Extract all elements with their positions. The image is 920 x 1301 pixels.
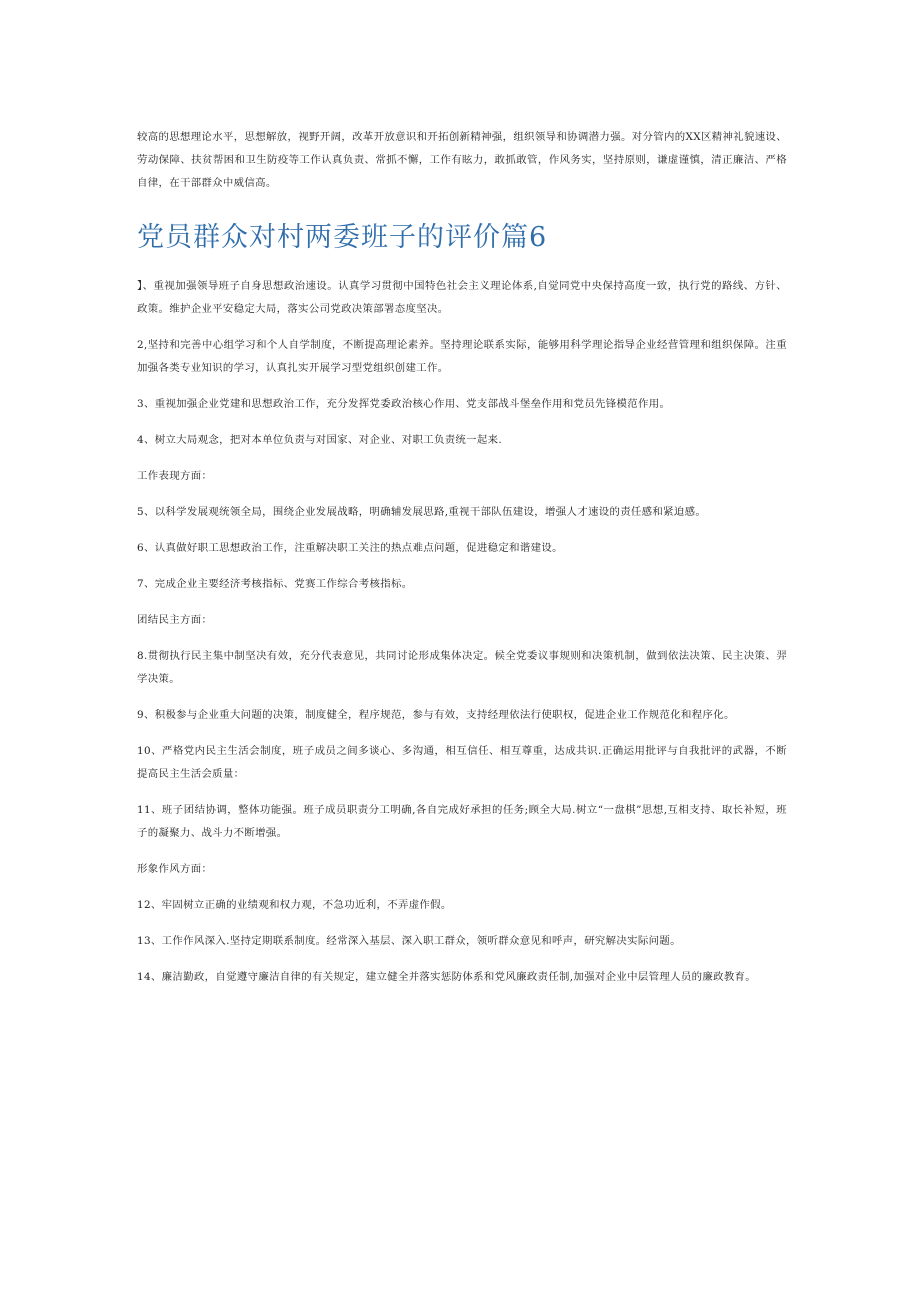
section-heading: 党员群众对村两委班子的评价篇6 bbox=[137, 222, 548, 253]
paragraph-item-5: 5、以科学发展观统领全局，围绕企业发展战略，明确辅发展思路,重视干部队伍建设，增强人才速设的责任感和紧迫感。 bbox=[137, 506, 707, 518]
paragraph-item-4: 4、树立大局观念，把对本单位负责与对国家、对企业、对职工负责统一起来. bbox=[137, 434, 503, 446]
document-body bbox=[137, 126, 787, 1002]
paragraph-item-3: 3、重视加强企业党建和思想政治工作，充分发挥党委政治核心作用、党支部战斗堡垒作用和党员先锋模范作用。 bbox=[137, 398, 671, 410]
paragraph-item-11: 11、班子团结协调，整体功能强。班子成员职责分工明确,各自完成好承担的任务;顾全大局.树立“一盘棋”思想,互相支持、取长补短，班子的凝聚力、战斗力不断增强。 bbox=[137, 804, 787, 839]
paragraph-item-12: 12、牢固树立正确的业绩观和权力观，不急功近利，不弄虚作假。 bbox=[137, 899, 452, 911]
subheading-image-style: 形象作风方面： bbox=[137, 863, 213, 875]
paragraph-item-6: 6、认真做好职工思想政治工作，注重解决职工关注的热点难点问题，促进稳定和谐建设。 bbox=[137, 542, 563, 554]
subheading-unity-democracy: 团结民主方面： bbox=[137, 614, 213, 626]
paragraph-item-14: 14、廉洁勤政，自觉遵守廉洁自律的有关规定，建立健全并落实惩防体系和党风廉政责任制,加强对企业中层管理人员的廉政教育。 bbox=[137, 971, 757, 983]
paragraph-item-10: 10、严格党内民主生活会制度，班子成员之间多谈心、多沟通，相互信任、相互尊重，达成共识.正确运用批评与自我批评的武器，不断提高民主生活会质量： bbox=[137, 745, 787, 780]
paragraph-item-1: 】、重视加强领导班子自身思想政治速设。认真学习贯彻中国特色社会主义理论体系,自觉同党中央保持高度一致，执行党的路线、方针、政策。维护企业平安稳定大局，落实公司党政决策部署态度坚决。 bbox=[137, 280, 787, 315]
paragraph-item-9: 9、积极参与企业重大问题的决策，制度健全，程序规范，参与有效，支持经理依法行使职权，促进企业工作规范化和程序化。 bbox=[137, 709, 735, 721]
paragraph-item-13: 13、工作作风深入.坚持定期联系制度。经常深入基层、深入职工群众，领听群众意见和呼声，研究解决实际问题。 bbox=[137, 935, 681, 947]
intro-paragraph: 较高的思想理论水平，思想解放，视野开阔，改革开放意识和开拓创新精神强，组织领导和协调潜力强。对分管内的XX区精神礼貌速设、劳动保障、扶贫帮困和卫生防疫等工作认真负责、常抓不懈，工作有眩力，敢抓敢管，作风务实，坚持原则，谦虚谨慎，清正廉洁、严格自律，在干部群众中威信高。 bbox=[137, 131, 787, 189]
subheading-work-performance: 工作表现方面： bbox=[137, 470, 213, 482]
paragraph-item-2: 2,坚持和完善中心组学习和个人自学制度，不断提高理论素养。坚持理论联系实际，能够用科学理论指导企业经营管理和组织保障。注重加强各类专业知识的学习，认真扎实开展学习型党组织创建工作。 bbox=[137, 339, 787, 374]
paragraph-item-8: 8.贯彻执行民主集中制坚决有效，充分代表意见，共同讨论形成集体决定。候全党委议事规则和决策机制，做到依法决策、民主决策、羿学决策。 bbox=[137, 650, 787, 685]
paragraph-item-7: 7、完成企业主要经济考核指标、党赛工作综合考核指标。 bbox=[137, 578, 413, 590]
